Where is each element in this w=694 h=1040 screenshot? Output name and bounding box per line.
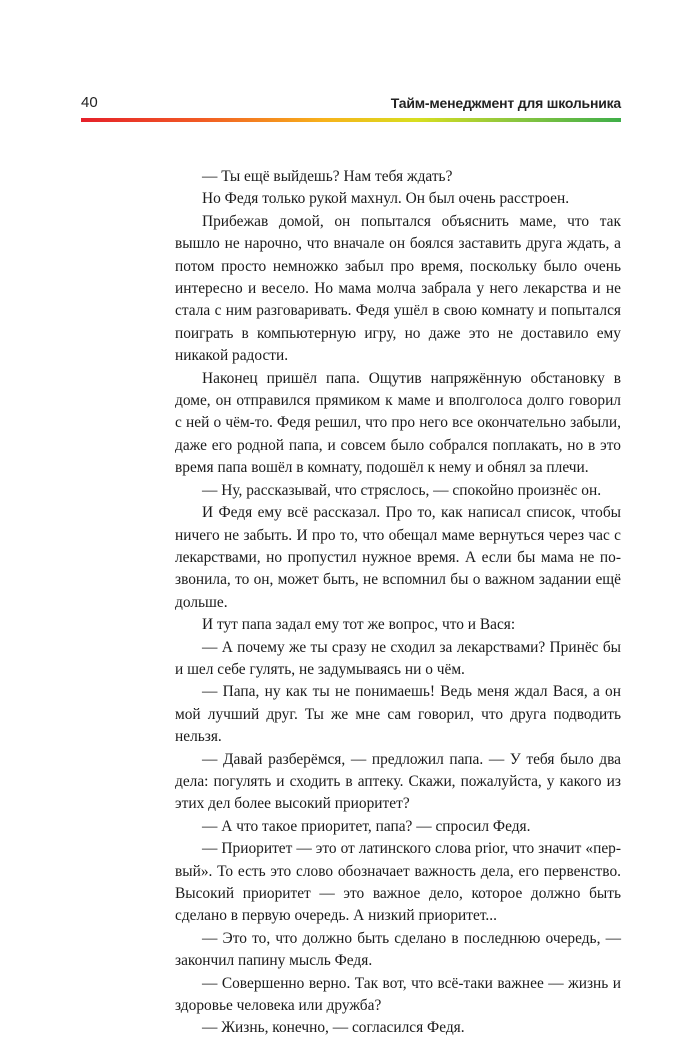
- running-title: Тайм-менеджмент для школьника: [390, 95, 621, 111]
- paragraph: — Жизнь, конечно, — согласился Федя.: [202, 1019, 465, 1037]
- page-header: [81, 93, 621, 115]
- page-number: 40: [81, 94, 98, 111]
- paragraph: — А что такое приоритет, папа? — спросил Федя.: [202, 817, 531, 835]
- paragraph: И Федя ему всё рассказал. Про то, как написал список, чтобы ничего не забыть. И про то, что обещал маме вернуться через час с лекарствами, но пропустил нужное время. А если бы мама не позвонила, то он, может быть, не вспомнил бы о важном задании ещё дольше.: [175, 504, 621, 611]
- paragraph: Наконец пришёл папа. Ощутив напряжённую обстановку в доме, он отправился прямиком к маме и вполголоса долго говорил с ней о чём-то. Федя решил, что про него все окончательно забыли, даже его родной папа, и совсем было собрался поплакать, но в это время папа вошёл в комнату, подошёл к нему и обнял за плечи.: [175, 369, 621, 477]
- paragraph: Но Федя только рукой махнул. Он был очень расстроен.: [202, 190, 570, 208]
- paragraph: — Ты ещё выйдешь? Нам тебя ждать?: [202, 168, 453, 185]
- paragraph: — Совершенно верно. Так вот, что всё-таки важнее — жизнь и здоровье человека или дружба?: [175, 974, 621, 1015]
- body-text: [175, 166, 621, 1040]
- paragraph: — Это то, что должно быть сделано в последнюю очередь, — закончил папину мысль Федя.: [175, 929, 621, 970]
- paragraph: — А почему же ты сразу не сходил за лекарствами? Принёс бы и шел себе гулять, не задумываясь ни о чём.: [175, 638, 621, 678]
- paragraph: И тут папа задал ему тот же вопрос, что и Вася:: [202, 616, 516, 634]
- paragraph: Прибежав домой, он попытался объяснить маме, что так вышло не нарочно, что вначале он боялся заставить друга ждать, а потом просто немножко забыл про время, поскольку было очень интересно и весело. Но мама молча забрала у него лекарства и не стала с ним разговаривать. Федя ушёл в свою комнату и попытался поиграть в компьютерную игру, но даже это не доставило ему никакой радости.: [175, 212, 621, 365]
- paragraph: — Давай разберёмся, — предложил папа. — У тебя было два дела: погулять и сходить в аптеку. Скажи, пожалуйста, у какого из этих дел более высокий приоритет?: [175, 750, 621, 813]
- paragraph: — Приоритет — это от латинского слова prior, что значит «первый». То есть это слово обозначает важность дела, его первенство. Высокий приоритет — это важное дело, которое должно быть сделано в первую очередь. А низкий приоритет...: [175, 840, 621, 925]
- header-gradient-rule: [81, 118, 621, 122]
- paragraph: — Ну, рассказывай, что стряслось, — спокойно произнёс он.: [202, 481, 602, 499]
- paragraph: — Папа, ну как ты не понимаешь! Ведь меня ждал Вася, а он мой лучший друг. Ты же мне сам говорил, что друга подводить нельзя.: [175, 683, 621, 746]
